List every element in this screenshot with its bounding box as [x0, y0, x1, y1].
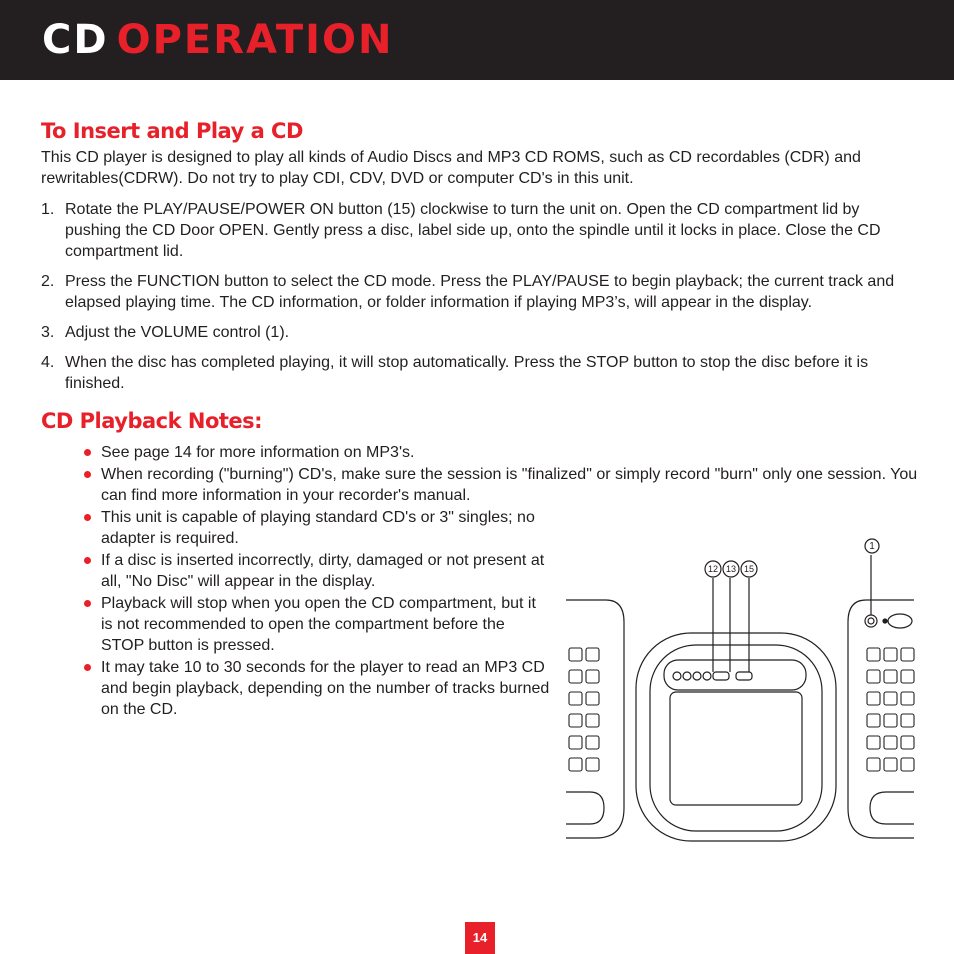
step-item: [41, 352, 915, 394]
bullet-icon: [84, 449, 91, 456]
bullet-icon: [84, 664, 91, 671]
step-item: [41, 322, 915, 343]
note-text: Playback will stop when you open the CD compartment, but it is not recommended to open the compartment before the STOP button is pressed.: [101, 595, 536, 654]
note-text: This unit is capable of playing standard CD's or 3" singles; no adapter is required.: [101, 509, 535, 547]
playback-notes-heading: CD Playback Notes:: [41, 409, 263, 433]
title-prefix: CD: [42, 17, 109, 63]
insert-play-heading: To Insert and Play a CD: [41, 119, 303, 143]
bullet-icon: [84, 471, 91, 478]
step-number: 1.: [41, 201, 55, 218]
page-title: [42, 14, 394, 66]
step-item: [41, 199, 915, 262]
note-text: When recording ("burning") CD's, make sure the session is "finalized" or simply record "burn" only one session. You can find more information in your recorder's manual.: [101, 466, 918, 504]
left-speaker-foot: [566, 792, 604, 824]
left-speaker-grille: [569, 648, 599, 771]
note-item: [41, 657, 551, 720]
volume-knob: [865, 615, 877, 627]
cd-door: [670, 692, 802, 805]
left-speaker-outline: [566, 600, 624, 838]
step-number: 2.: [41, 273, 55, 290]
note-item: [41, 464, 921, 506]
step-text: Rotate the PLAY/PAUSE/POWER ON button (15) clockwise to turn the unit on. Open the CD compartment lid by pushing the CD Door OPEN. Gently press a disc, label side up, onto the spindle until it locks in place. Close the CD compartment lid.: [65, 201, 881, 260]
right-speaker-foot: [870, 792, 914, 824]
note-item: [41, 507, 551, 549]
steps-list: [41, 199, 921, 394]
note-text: If a disc is inserted incorrectly, dirty, damaged or not present at all, "No Disc" will appear in the display.: [101, 552, 545, 590]
callout-label-1: 1: [869, 541, 875, 552]
button-13: [713, 672, 729, 680]
page-header: [0, 0, 954, 80]
right-speaker-grille: [867, 648, 914, 771]
callout-label-12: 12: [707, 564, 719, 574]
note-item: [41, 593, 551, 656]
step-item: [41, 271, 915, 313]
step-text: Adjust the VOLUME control (1).: [65, 324, 290, 341]
step-text: When the disc has completed playing, it will stop automatically. Press the STOP button to stop the disc before it is finished.: [65, 354, 869, 392]
note-item: [41, 442, 921, 463]
center-unit-outer: [636, 633, 836, 841]
step-text: Press the FUNCTION button to select the CD mode. Press the PLAY/PAUSE to begin playback; the current track and elapsed playing time. The CD information, or folder information if playing MP3’s, will appear in the display.: [65, 273, 895, 311]
title-main: OPERATION: [116, 17, 394, 63]
note-item: [41, 550, 551, 592]
cd-player-diagram: [560, 530, 920, 850]
step-number: 3.: [41, 324, 55, 341]
intro-paragraph: This CD player is designed to play all kinds of Audio Discs and MP3 CD ROMS, such as CD recordables (CDR) and rewritables(CDRW). Do not try to play CDI, CDV, DVD or computer CD's in this unit.: [41, 149, 861, 187]
note-text: See page 14 for more information on MP3's.: [101, 444, 415, 461]
control-panel: [664, 660, 806, 690]
right-speaker-outline: [848, 600, 914, 838]
bullet-icon: [84, 557, 91, 564]
grille-knob: [888, 614, 912, 628]
bullet-icon: [84, 600, 91, 607]
note-text: It may take 10 to 30 seconds for the player to read an MP3 CD and begin playback, depending on the number of tracks burned on the CD.: [101, 659, 550, 718]
button-15: [736, 672, 752, 680]
callout-label-15: 15: [743, 564, 755, 574]
step-number: 4.: [41, 354, 55, 371]
callout-label-13: 13: [725, 564, 737, 574]
page-number: 14: [465, 922, 495, 954]
bullet-icon: [84, 514, 91, 521]
